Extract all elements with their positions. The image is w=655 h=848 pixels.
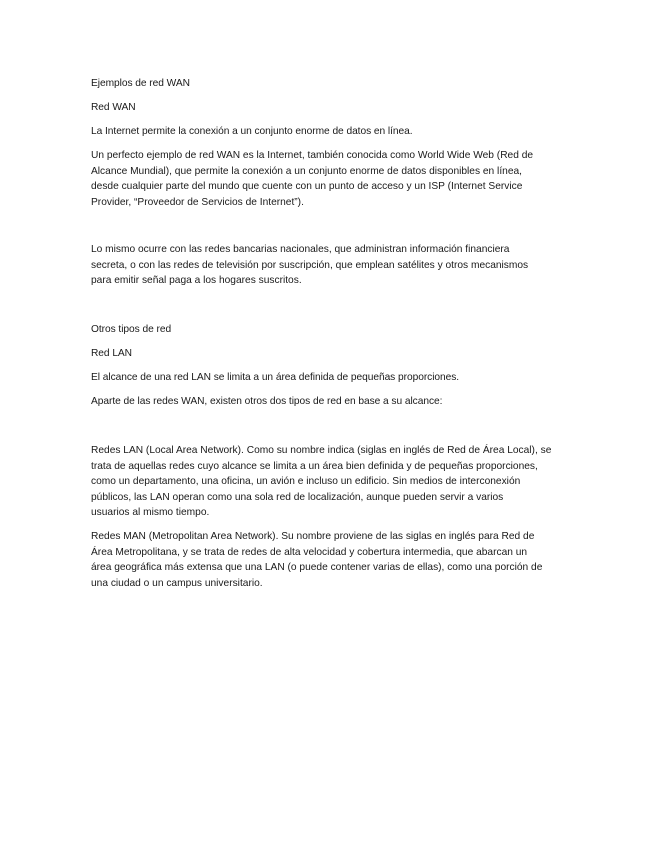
text-line: Área Metropolitana, y se trata de redes de alta velocidad y cobertura intermedia, que abarcan un [91,546,528,558]
text-line: para emitir señal paga a los hogares suscritos. [91,275,302,286]
text-line: Redes MAN (Metropolitan Area Network). Su nombre proviene de las siglas en inglés para Red de [91,531,535,542]
section-title-other-types: Otros tipos de red [91,324,172,335]
text-line: una ciudad o un campus universitario. [91,577,263,589]
text-line: Alcance Mundial), que permite la conexión a un conjunto enorme de datos disponibles en línea, [91,165,522,177]
text-line: área geográfica más extensa que una LAN (o puede contener varias de ellas), como una porción de [91,562,543,573]
caption-internet: La Internet permite la conexión a un conjunto enorme de datos en línea. [91,126,413,137]
document-title: Ejemplos de red WAN [91,78,190,89]
text-line: Un perfecto ejemplo de red WAN es la Internet, también conocida como World Wide Web (Red de [91,150,534,161]
paragraph-bank-networks [91,242,571,289]
text-line: desde cualquier parte del mundo que cuente con un punto de acceso y un ISP (Internet Service [91,181,523,192]
text-line: públicos, las LAN operan como una sola red de localización, aunque pueden servir a varios [91,491,504,503]
intro-network-types: Aparte de las redes WAN, existen otros dos tipos de red en base a su alcance: [91,396,443,407]
heading-red-lan: Red LAN [91,348,132,359]
text-line: Lo mismo ocurre con las redes bancarias nacionales, que administran información financiera [91,244,510,255]
text-line: Provider, “Proveedor de Servicios de Internet”). [91,196,304,208]
caption-lan: El alcance de una red LAN se limita a un área definida de pequeñas proporciones. [91,372,460,383]
text-line: Redes LAN (Local Area Network). Como su nombre indica (siglas en inglés de Red de Área Local), se [91,445,552,456]
paragraph-wan-example [91,148,571,210]
text-line: como un departamento, una oficina, un avión e incluso un edificio. Sin medios de interconexión [91,476,521,487]
text-line: usuarios al mismo tiempo. [91,507,210,518]
paragraph-man [91,529,571,591]
text-line: trata de aquellas redes cuyo alcance se limita a un área bien definida y de pequeñas proporciones, [91,460,538,472]
paragraph-lan [91,443,571,521]
heading-red-wan: Red WAN [91,102,136,113]
text-line: secreta, o con las redes de televisión por suscripción, que emplean satélites y otros mecanismos [91,259,529,271]
